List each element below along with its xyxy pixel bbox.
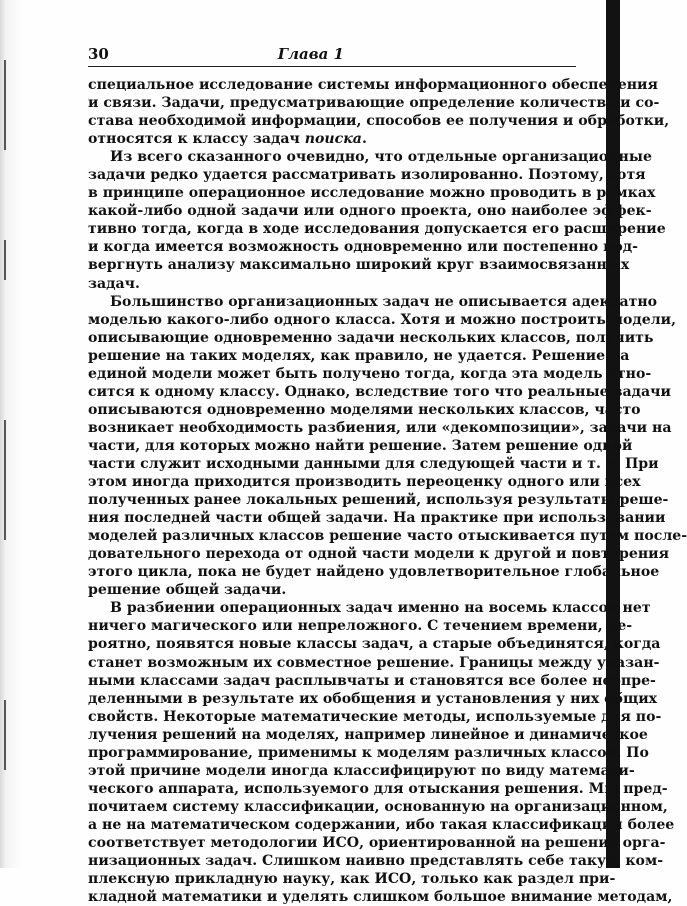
line-text: деленными в результате их обобщения и установления у них общих [88, 690, 658, 707]
text-line [88, 94, 660, 112]
text-line [88, 816, 675, 834]
line-text: става необходимой информации, способов ее получения и обработки, [88, 113, 670, 130]
line-text: ния последней части общей задачи. На практике при использовании [88, 510, 666, 527]
text-line [88, 690, 658, 708]
text-line [88, 708, 662, 726]
emphasis-tail: . [361, 131, 367, 148]
text-line [88, 275, 576, 293]
line-text: низационных задач. Слишком наивно представлять себе такую ком- [88, 853, 664, 870]
line-text: полученных ранее локальных решений, используя результаты реше- [88, 492, 669, 509]
line-text: В разбиении операционных задач именно на восемь классов нет [110, 600, 651, 617]
line-text: почитаем систему классификации, основанную на организационном, [88, 798, 668, 815]
emphasized-term: поиска [304, 131, 362, 148]
line-text: задач. [88, 275, 140, 292]
line-text: вергнуть анализу максимально широкий круг взаимосвязанных [88, 257, 630, 274]
page-header [88, 40, 576, 67]
line-text: а не на математическом содержании, ибо такая классификация более [88, 816, 675, 833]
text-line [88, 112, 670, 130]
line-text: части служит исходными данными для следующей части и т. д. При [88, 455, 659, 472]
scan-edge-left [0, 0, 24, 868]
line-text: ными классами задач расплывчаты и становятся все более неопре- [88, 672, 656, 689]
text-line [88, 834, 666, 852]
text-line [88, 798, 668, 816]
text-line [88, 545, 670, 563]
line-text: решение общей задачи. [88, 582, 287, 599]
text-line [88, 581, 576, 599]
text-line [88, 599, 651, 617]
paragraph [88, 599, 675, 906]
text-line [88, 491, 669, 509]
line-text: тивно тогда, когда в ходе исследования допускается его расширение [88, 221, 666, 238]
text-line [88, 780, 668, 798]
text-line [88, 563, 660, 581]
text-line [88, 383, 671, 401]
line-text: моделей различных классов решение часто отыскивается путем после- [88, 528, 687, 545]
text-line [88, 744, 649, 762]
text-line [88, 762, 635, 780]
text-line [88, 293, 658, 311]
line-text: довательного перехода от одной части модели к другой и повторения [88, 546, 670, 563]
body-text [88, 76, 687, 906]
text-line [88, 256, 630, 274]
line-text: плексную прикладную науку, как ИСО, только как раздел при- [88, 871, 616, 888]
text-line [88, 888, 673, 906]
line-text: и связи. Задачи, предусматривающие определение количества и со- [88, 95, 660, 112]
line-text: единой модели может быть получено тогда, когда эта модель отно- [88, 365, 652, 382]
text-line [88, 473, 641, 491]
text-line [88, 527, 687, 545]
line-text: станет возможным их совместное решение. Границы между указан- [88, 654, 660, 671]
text-line [88, 238, 639, 256]
paragraph [88, 76, 670, 148]
text-line [88, 130, 576, 148]
text-line [88, 852, 664, 870]
line-text: специальное исследование системы информационного обеспечения [88, 77, 658, 93]
line-text: сится к одному классу. Однако, вследствие того что реальные задачи [88, 383, 671, 400]
text-line [88, 635, 661, 653]
text-line [88, 509, 666, 527]
paragraph [88, 148, 666, 292]
page-number: 30 [88, 45, 109, 63]
line-text: соответствует методологии ИСО, ориентированной на решение орга- [88, 834, 666, 851]
line-text: части, для которых можно найти решение. Затем решение одной [88, 437, 633, 454]
line-text: свойств. Некоторые математические методы, используемые для по- [88, 708, 662, 725]
text-line [88, 437, 633, 455]
line-text: роятно, появятся новые классы задач, а старые объединятся, когда [88, 636, 661, 653]
line-text: этом иногда приходится производить переоценку одного или всех [88, 474, 641, 491]
text-line [88, 202, 652, 220]
line-text: ческого аппарата, используемого для отыскания решения. Мы пред- [88, 780, 668, 797]
text-line [88, 401, 641, 419]
line-text: ничего магического или непреложного. С течением времени, ве- [88, 618, 633, 635]
running-head: Глава 1 [277, 45, 344, 63]
text-line [88, 365, 652, 383]
text-line [88, 672, 656, 690]
line-text: моделью какого-либо одного класса. Хотя и можно построить модели, [88, 311, 677, 328]
line-text: и когда имеется возможность одновременно или постепенно под- [88, 239, 639, 256]
text-line [88, 166, 646, 184]
line-text: какой-либо одной задачи или одного проекта, оно наиболее эффек- [88, 203, 652, 220]
text-line [88, 617, 633, 635]
line-text: описывающие одновременно задачи нескольких классов, получить [88, 329, 654, 346]
line-text: кладной математики и уделять слишком большое внимание методам, [88, 889, 673, 906]
text-line [88, 184, 656, 202]
text-line [88, 870, 616, 888]
line-text: относятся к классу задач [88, 131, 305, 148]
text-line [88, 455, 659, 473]
line-text: описываются одновременно моделями нескольких классов, часто [88, 401, 641, 418]
line-text: задачи редко удается рассматривать изолированно. Поэтому, хотя [88, 167, 646, 184]
line-text: в принципе операционное исследование можно проводить в рамках [88, 185, 656, 202]
text-line [88, 329, 654, 347]
line-text: этой причине модели иногда классифицируют по виду математи- [88, 762, 635, 779]
line-text: программирование, применимы к моделям различных классов. По [88, 744, 649, 761]
text-line [88, 654, 660, 672]
text-line [88, 726, 648, 744]
line-text: решение на таких моделях, как правило, не удается. Решение на [88, 347, 630, 364]
line-text: лучения решений на моделях, например линейное и динамическое [88, 726, 648, 743]
line-text: этого цикла, пока не будет найдено удовлетворительное глобальное [88, 564, 660, 581]
text-line [88, 148, 652, 166]
text-line [88, 220, 666, 238]
paragraph [88, 293, 687, 600]
line-text: Большинство организационных задач не описывается адекватно [110, 293, 658, 310]
text-line [88, 419, 672, 437]
line-text: возникает необходимость разбиения, или «декомпозиции», задачи на [88, 419, 672, 436]
line-text: Из всего сказанного очевидно, что отдельные организационные [110, 149, 652, 166]
text-line [88, 311, 677, 329]
text-line [88, 76, 658, 94]
text-line [88, 347, 630, 365]
